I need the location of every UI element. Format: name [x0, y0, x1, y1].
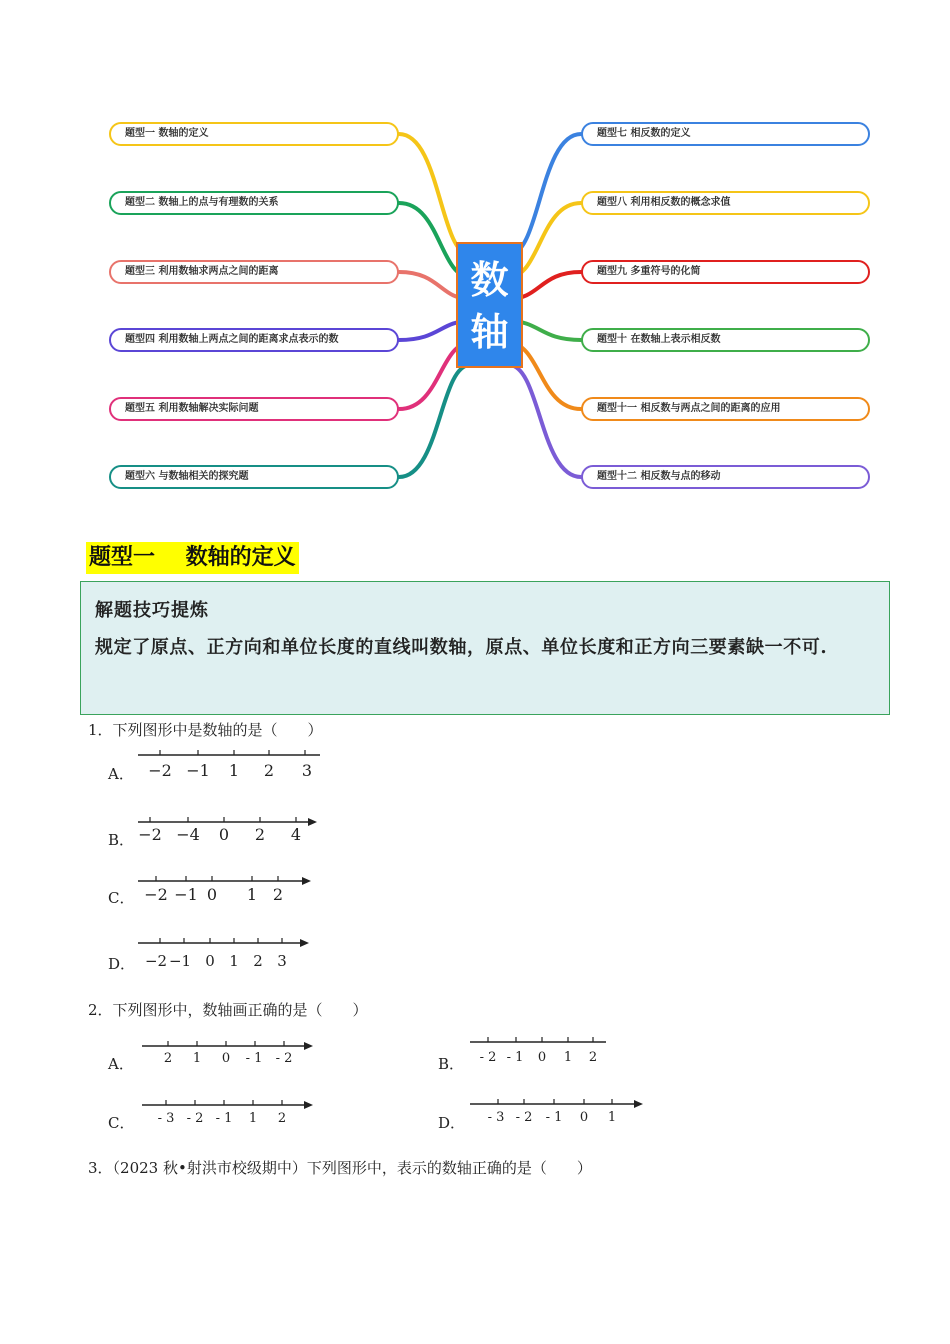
tick-label: 2: [253, 952, 263, 970]
mind-map-branch: 题型十一 相反数与两点之间的距离的应用: [581, 397, 870, 421]
number-line-option: [140, 1034, 330, 1070]
tick-label: 1: [248, 1111, 258, 1126]
tick-label: 1: [192, 1051, 202, 1066]
number-line-option: [130, 745, 330, 785]
tick-label: 1: [607, 1110, 617, 1125]
number-line-option: [468, 1034, 618, 1070]
tick-label: 2: [254, 825, 266, 844]
arrow-icon: [308, 818, 317, 826]
mind-map-branch: 题型二 数轴上的点与有理数的关系: [109, 191, 399, 215]
tick-label: −2: [148, 761, 172, 780]
number-line-option: [130, 933, 330, 973]
arrow-icon: [300, 939, 309, 947]
arrow-icon: [302, 877, 311, 885]
option-letter[interactable]: D．: [108, 955, 136, 973]
question-1: 1．下列图形中是数轴的是（ ）: [88, 721, 323, 739]
tick-label: - 2: [479, 1050, 497, 1065]
tick-label: −1: [174, 885, 198, 904]
tick-label: 0: [537, 1050, 547, 1065]
question-3: 3．（2023 秋•射洪市校级期中）下列图形中，表示的数轴正确的是（ ）: [88, 1159, 592, 1177]
tick-label: 2: [588, 1050, 598, 1065]
mind-map-branch: 题型四 利用数轴上两点之间的距离求点表示的数: [109, 328, 399, 352]
arrow-icon: [304, 1101, 313, 1109]
tick-label: −2: [144, 885, 168, 904]
tick-label: - 3: [157, 1111, 175, 1126]
mind-map-center-topic: [456, 242, 523, 368]
tick-label: 0: [218, 825, 230, 844]
mind-map-branch: 题型三 利用数轴求两点之间的距离: [109, 260, 399, 284]
tip-title: 解题技巧提炼: [95, 600, 209, 621]
tick-label: 3: [301, 761, 313, 780]
tick-label: 2: [277, 1111, 287, 1126]
option-letter[interactable]: B．: [108, 831, 135, 849]
option-letter[interactable]: B．: [438, 1055, 465, 1073]
number-line-option: [130, 872, 330, 912]
tick-label: 1: [563, 1050, 573, 1065]
mind-map-branch: 题型十 在数轴上表示相反数: [581, 328, 870, 352]
mind-map-branch: 题型十二 相反数与点的移动: [581, 465, 870, 489]
number-line-option: [140, 1094, 330, 1130]
tick-label: 1: [246, 885, 258, 904]
option-letter[interactable]: A．: [108, 1055, 134, 1073]
tick-label: 3: [277, 952, 287, 970]
mind-map: [0, 0, 950, 520]
tick-label: 0: [206, 885, 218, 904]
tick-label: - 2: [275, 1051, 293, 1066]
tick-label: 4: [290, 825, 302, 844]
option-letter[interactable]: D．: [438, 1114, 466, 1132]
tip-text: 规定了原点、正方向和单位长度的直线叫数轴，原点、单位长度和正方向三要素缺一不可.: [95, 637, 828, 658]
tick-label: 0: [221, 1051, 231, 1066]
question-2: 2．下列图形中，数轴画正确的是（ ）: [88, 1001, 368, 1019]
tick-label: 2: [263, 761, 275, 780]
mind-map-branch: 题型六 与数轴相关的探究题: [109, 465, 399, 489]
tick-label: −1: [186, 761, 210, 780]
mind-map-branch: 题型七 相反数的定义: [581, 122, 870, 146]
option-letter[interactable]: C．: [108, 889, 135, 907]
section-title: 题型一 数轴的定义: [86, 542, 299, 574]
number-line-option: [468, 1094, 658, 1130]
option-letter[interactable]: C．: [108, 1114, 135, 1132]
tick-label: −4: [176, 825, 200, 844]
tick-label: 1: [229, 952, 239, 970]
arrow-icon: [634, 1100, 643, 1108]
tick-label: - 2: [186, 1111, 204, 1126]
arrow-icon: [304, 1042, 313, 1050]
center-char: 数: [470, 258, 509, 302]
tick-label: 2: [163, 1051, 173, 1066]
tick-label: −1: [168, 952, 192, 970]
tick-label: −2: [144, 952, 168, 970]
center-char: 轴: [470, 310, 509, 354]
mind-map-branch: 题型五 利用数轴解决实际问题: [109, 397, 399, 421]
tick-label: 1: [228, 761, 240, 780]
mind-map-branch: 题型九 多重符号的化简: [581, 260, 870, 284]
tick-label: - 3: [487, 1110, 505, 1125]
tick-label: −2: [138, 825, 162, 844]
tip-box: [80, 581, 890, 715]
mind-map-branch: 题型八 利用相反数的概念求值: [581, 191, 870, 215]
mind-map-branch: 题型一 数轴的定义: [109, 122, 399, 146]
tick-label: - 2: [515, 1110, 533, 1125]
tick-label: - 1: [545, 1110, 563, 1125]
tick-label: 2: [272, 885, 284, 904]
connector-line: [399, 134, 470, 255]
tick-label: - 1: [245, 1051, 263, 1066]
tick-label: 0: [205, 952, 215, 970]
number-line-option: [130, 812, 330, 852]
tick-label: - 1: [506, 1050, 524, 1065]
tick-label: 0: [579, 1110, 589, 1125]
option-letter[interactable]: A．: [108, 765, 134, 783]
tick-label: - 1: [215, 1111, 233, 1126]
